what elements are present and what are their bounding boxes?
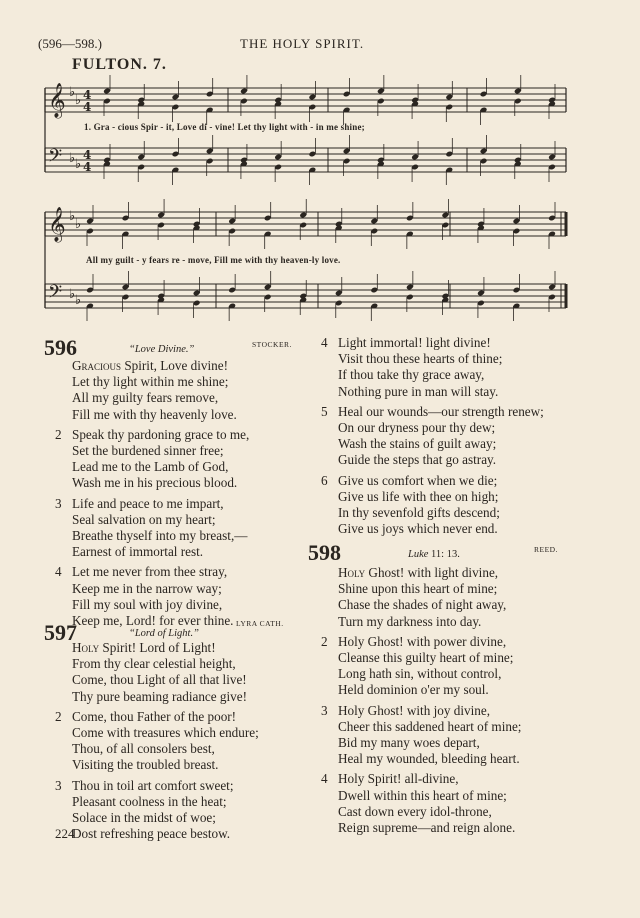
lyrics-line-1: 1. Gra - cious Spir - it, Love di - vine! Let thy light with - in me shine; [84, 122, 365, 132]
verse: Holy Ghost! with light divine, Shine upon this heart of mine; Chase the shades of night away, Turn my darkness into day. [338, 565, 507, 629]
hymn-596-subtitle: “Love Divine.” [129, 344, 195, 355]
bass-clef-icon: 𝄢 [48, 146, 63, 171]
flat-icon: ♭ [69, 151, 76, 166]
verse: 5 Heal our wounds—our strength renew; On our dryness pour thy dew; Wash the stains of guilt away; Guide the steps that go astray. [321, 403, 544, 468]
treble-clef-icon: 𝄞 [48, 207, 66, 242]
flat-icon: ♭ [69, 85, 76, 100]
page-title: THE HOLY SPIRIT. [240, 36, 365, 51]
hymn-598-author: REED. [534, 545, 558, 554]
hymn-number-598: 598 [308, 540, 341, 565]
hymn-597-verses-continued [321, 335, 544, 537]
page-number: 224 [55, 826, 75, 841]
verse: 2 Speak thy pardoning grace to me, Set the burdened sinner free; Lead me to the Lamb of God, Wash me in his precious blood. [55, 426, 250, 491]
tune-name: FULTON. 7. [72, 56, 167, 73]
verse: 4 Light immortal! light divine! Visit thou these hearts of thine; If thou take thy grace away, Nothing pure in man will stay. [321, 335, 503, 399]
hymn-number-597: 597 [44, 620, 77, 645]
verse: 4 Holy Spirit! all-divine, Dwell within this heart of mine; Cast down every idol-throne, Reign supreme—and reign alone. [321, 771, 516, 836]
hymn-597-author: LYRA CATH. [236, 619, 284, 628]
verse: 3 Thou in toil art comfort sweet; Pleasant coolness in the heat; Solace in the midst of woe; Dost refreshing peace bestow. [55, 777, 234, 842]
music-score [0, 0, 640, 330]
verse: 3 Holy Ghost! with joy divine, Cheer this saddened heart of mine; Bid my many woes depart, Heal my wounded, bleeding heart. [321, 702, 522, 767]
verse: 2 Holy Ghost! with power divine, Cleanse this guilty heart of mine; Long hath sin, without control, Held dominion o'er my soul. [321, 633, 514, 698]
hymn-598-subtitle: Luke 11: 13. [408, 549, 460, 560]
treble-clef-icon: 𝄞 [48, 83, 66, 118]
time-signature: 4 [83, 100, 92, 114]
lyrics-line-2: All my guilt - y fears re - move, Fill me with thy heaven-ly love. [86, 255, 341, 265]
verse: Holy Spirit! Lord of Light! From thy clear celestial height, Come, thou Light of all that live! Thy pure beaming radiance give! [72, 640, 248, 704]
flat-icon: ♭ [75, 93, 82, 108]
flat-icon: ♭ [75, 217, 82, 232]
hymn-596-author: STOCKER. [252, 340, 292, 349]
flat-icon: ♭ [69, 287, 76, 302]
flat-icon: ♭ [75, 293, 82, 308]
verse: Gracious Spirit, Love divine! Let thy light within me shine; All my guilty fears remove, Fill me with thy heavenly love. [72, 358, 237, 422]
time-signature: 4 [83, 160, 92, 174]
time-signature: 4 [83, 88, 92, 102]
verse: 2 Come, thou Father of the poor! Come with treasures which endure; Thou, of all consolers best, Visiting the troubled breast. [55, 708, 259, 773]
hymn-number-596: 596 [44, 335, 77, 360]
flat-icon: ♭ [69, 209, 76, 224]
hymn-596-verses [55, 358, 249, 629]
hymn-597-verses [55, 640, 259, 842]
time-signature: 4 [83, 148, 92, 162]
hymn-597-subtitle: “Lord of Light.” [129, 628, 199, 639]
verse: 6 Give us comfort when we die; Give us life with thee on high; In thy sevenfold gifts descend; Give us joys which never end. [321, 472, 500, 537]
verse: 4 Let me never from thee stray, Keep me in the narrow way; Fill my soul with joy divine, Keep me, Lord! for ever thine. [55, 564, 234, 629]
bass-clef-icon: 𝄢 [48, 282, 63, 307]
hymn-598-verses [321, 565, 521, 836]
flat-icon: ♭ [75, 157, 82, 172]
page-range: (596—598.) [38, 36, 102, 51]
verse: 3 Life and peace to me impart, Seal salvation on my heart; Breathe thyself into my breast,— Earnest of immortal rest. [55, 495, 248, 560]
